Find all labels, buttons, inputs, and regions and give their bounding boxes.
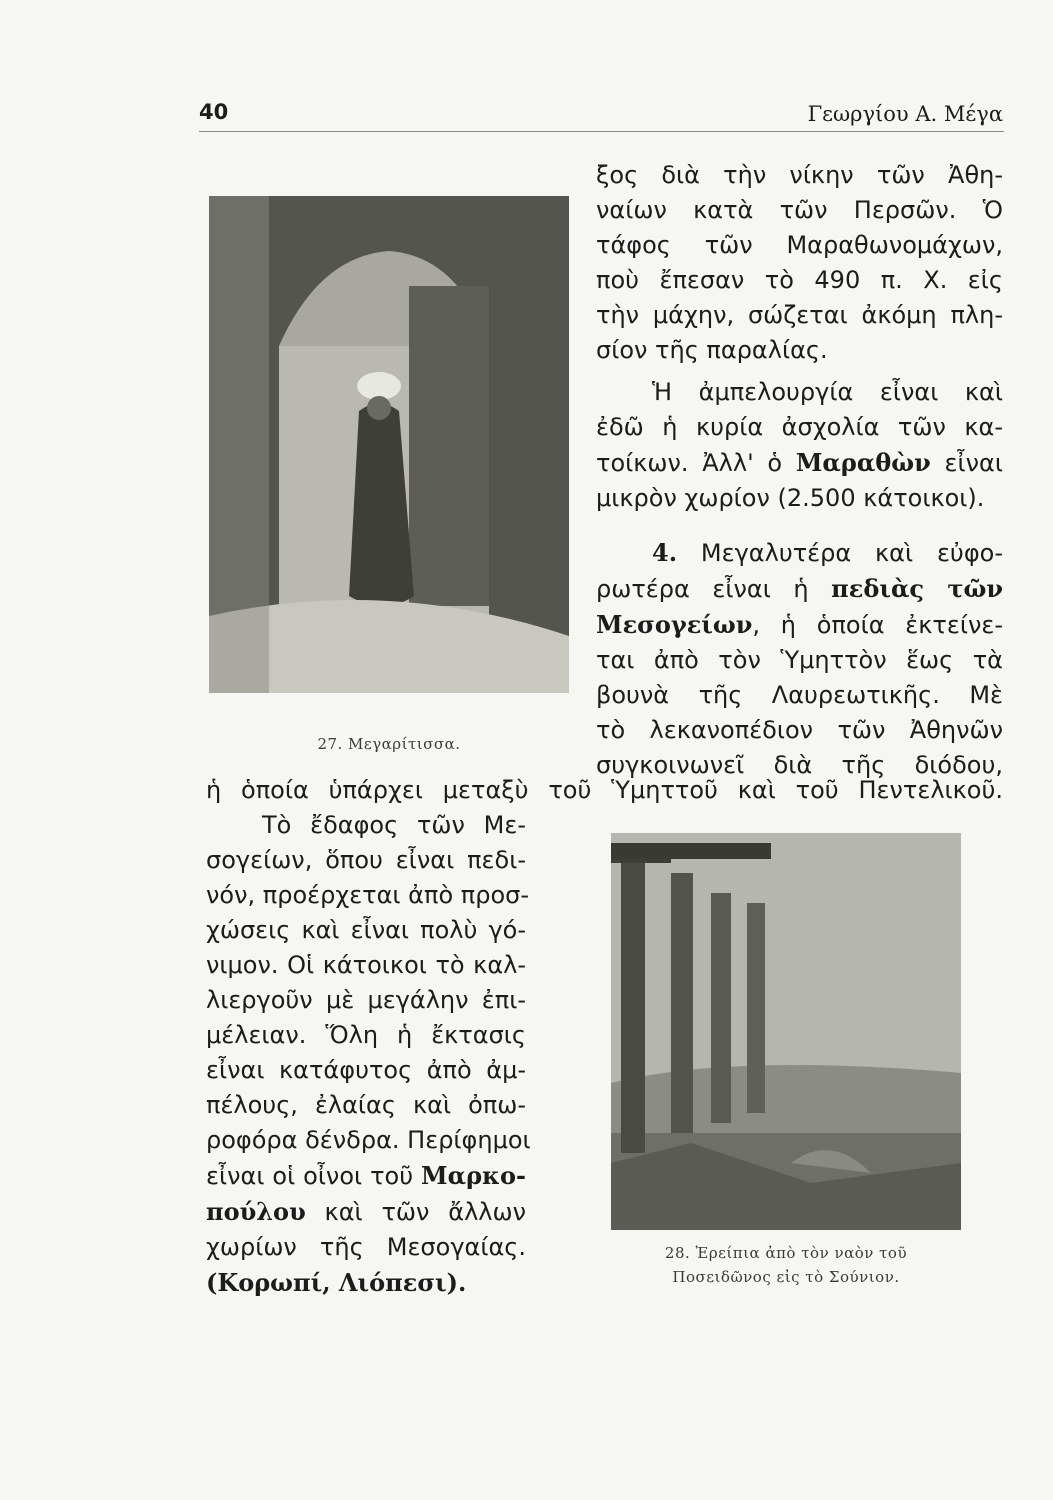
header-rule [199,131,1004,132]
figure-28-caption [611,1241,961,1289]
emphasis-plain: πεδιὰς τῶν [831,574,1003,603]
paragraph-full-line [206,773,1003,808]
text-line: χωρίων τῆς Μεσογαίας. [206,1233,526,1261]
text-line: ναίων κατὰ τῶν Περσῶν. Ὁ [596,196,1003,224]
text-line: βουνὰ τῆς Λαυρεωτικῆς. Μὲ [596,681,1003,709]
paragraph-right-3 [596,535,1003,783]
text-line: ποὺ ἔπεσαν τὸ 490 π. Χ. εἰς [596,266,1003,294]
text-line: συγκοινωνεῖ διὰ τῆς διόδου, [596,751,1003,779]
text-line: ται ἀπὸ τὸν Ὑμηττὸν ἕως τὰ [596,646,1003,674]
text-line: λιεργοῦν μὲ μεγάλην ἐπι- [206,986,526,1014]
text-line: ροφόρα δένδρα. Περίφημοι [206,1126,531,1154]
text-line: τοίκων. Ἀλλ' ὁ Μαραθὼν εἶναι [596,448,1003,477]
text-line: ξος διὰ τὴν νίκην τῶν Ἀθη- [596,161,1003,189]
text-line: 4. Μεγαλυτέρα καὶ εὐφο- [652,538,1003,567]
figure-27-photo [209,196,569,693]
text-line: πούλου καὶ τῶν ἄλλων [206,1197,526,1226]
text-line: σίον τῆς παραλίας. [596,336,828,364]
text-line: ἐδῶ ἡ κυρία ἀσχολία τῶν κα- [596,413,1003,441]
text-line: πέλους, ἐλαίας καὶ ὀπω- [206,1091,526,1119]
text-line: σογείων, ὅπου εἶναι πεδι- [206,846,526,874]
text-line: εἶναι κατάφυτος ἀπὸ ἀμ- [206,1056,526,1084]
caption-line: Ποσειδῶνος εἰς τὸ Σούνιον. [672,1268,900,1286]
text-line: νόν, προέρχεται ἀπὸ προσ- [206,881,530,909]
text-line: τὸ λεκανοπέδιον τῶν Ἀθηνῶν [596,716,1003,744]
emphasis-mesogeia: Μεσογείων [596,610,753,639]
page-number: 40 [199,100,229,124]
text-line: Μεσογείων, ἡ ὁποία ἐκτείνε- [596,610,1003,639]
text-line: Τὸ ἔδαφος τῶν Με- [262,811,526,839]
text-line: μέλειαν. Ὅλη ἡ ἔκτασις [206,1021,526,1049]
emphasis-markopoulo-cont: πούλου [206,1197,306,1226]
caption-line: 28. Ἐρείπια ἀπὸ τὸν ναὸν τοῦ [664,1244,908,1262]
text-line-bold: (Κορωπί, Λιόπεσι). [206,1268,467,1297]
emphasis-markopoulo: Μαρκο- [421,1161,526,1190]
paragraph-right-2 [596,375,1003,516]
figure-27-caption: 27. Μεγαρίτισσα. [317,735,461,753]
text-line: ἡ ὁποία ὑπάρχει μεταξὺ τοῦ Ὑμηττοῦ καὶ τοῦ Πεντελικοῦ. [206,776,1003,804]
text-line: Ἡ ἀμπελουργία εἶναι καὶ [652,378,1003,406]
text-line: τάφος τῶν Μαραθωνομάχων, [596,231,1003,259]
section-number: 4. [652,538,678,567]
text-line: ρωτέρα εἶναι ἡ πεδιὰς τῶν [596,574,1003,603]
paragraph-right-1 [596,158,1003,368]
text-line: νιμον. Οἱ κάτοικοι τὸ καλ- [206,951,526,979]
figure-28-illustration [611,833,961,1230]
paragraph-left [206,808,531,1300]
text-line: μικρὸν χωρίον (2.500 κάτοικοι). [596,484,985,512]
running-title: Γεωργίου Α. Μέγα [807,102,1003,126]
figure-27-illustration [209,196,569,693]
emphasis-marathon: Μαραθὼν [795,448,931,477]
text-line: εἶναι οἱ οἶνοι τοῦ Μαρκο- [206,1161,526,1190]
text-line: χώσεις καὶ εἶναι πολὺ γό- [206,916,526,944]
text-line: τὴν μάχην, σώζεται ἀκόμη πλη- [596,301,1003,329]
figure-28-photo [611,833,961,1230]
